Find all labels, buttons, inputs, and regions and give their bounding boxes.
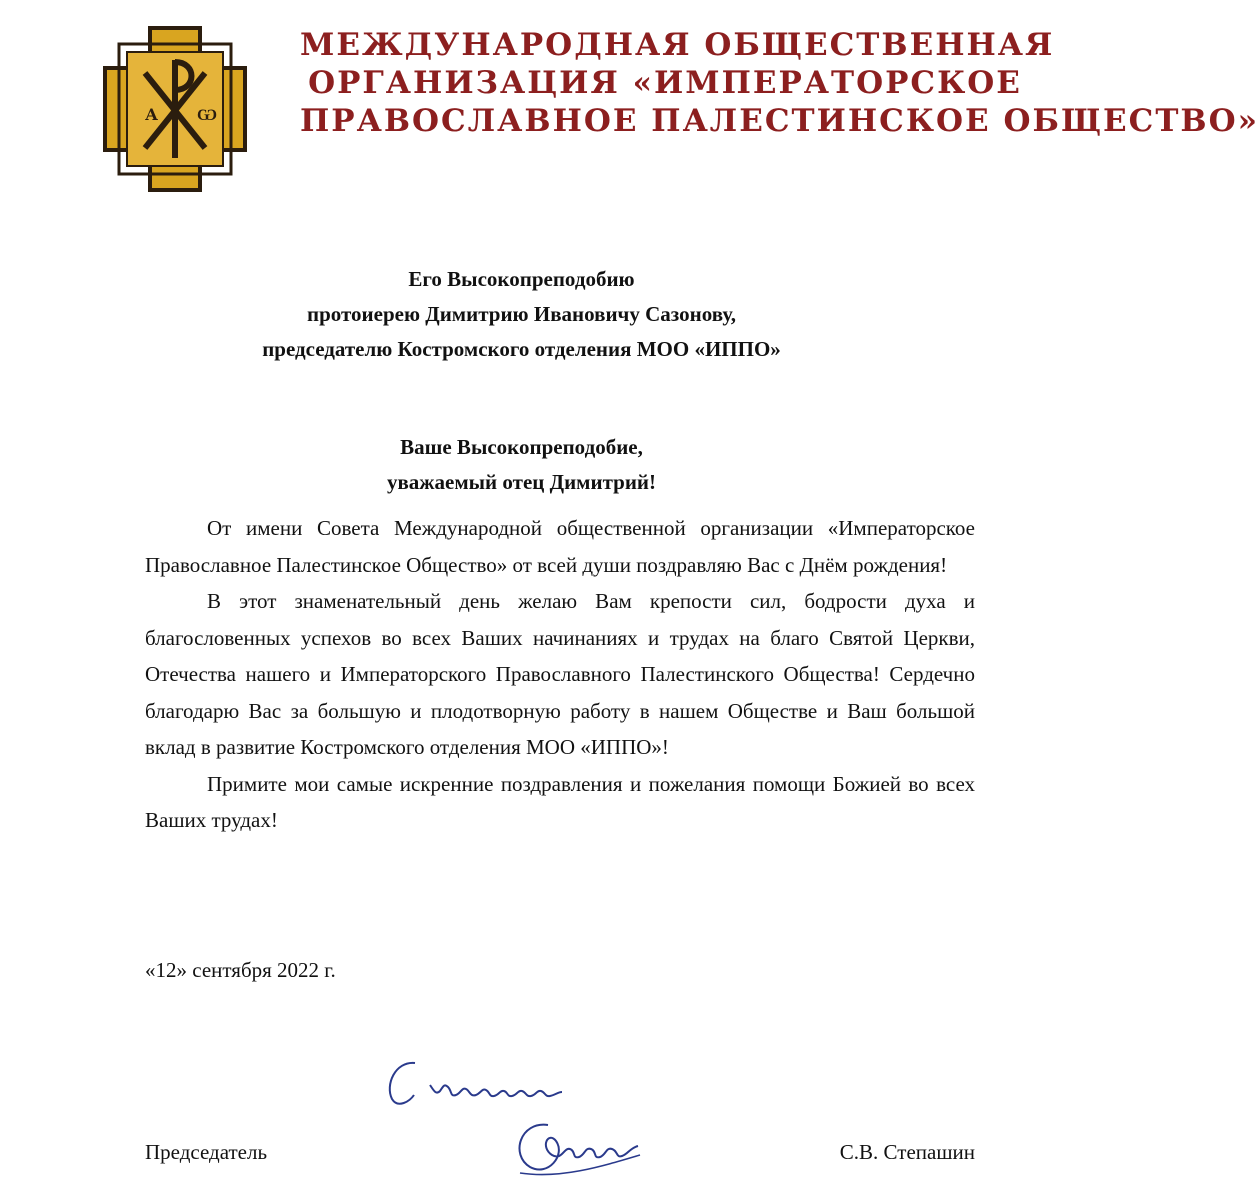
greeting-line: Ваше Высокопреподобие,: [400, 435, 643, 459]
greeting-block: [0, 430, 1043, 500]
body-paragraph: От имени Совета Международной общественной организации «Императорское Православное Палестинское Общество» от всей души поздравляю Вас с Днём рождения!: [145, 516, 975, 577]
signatory-position: Председатель: [145, 1140, 268, 1164]
org-name-line: ОРГАНИЗАЦИЯ «ИМПЕРАТОРСКОЕ: [308, 65, 1022, 101]
signatory-name: С.В. Степашин: [839, 1140, 975, 1164]
organization-name: [300, 26, 1259, 140]
addressee-line: председателю Костромского отделения МОО «ИППО»: [262, 337, 781, 361]
handwritten-signature: [370, 1055, 670, 1190]
org-name-line: ПРАВОСЛАВНОЕ ПАЛЕСТИНСКОЕ ОБЩЕСТВО»: [300, 103, 1259, 139]
addressee-line: Его Высокопреподобию: [408, 267, 635, 291]
greeting-line: уважаемый отец Димитрий!: [386, 470, 657, 494]
body-paragraph: Примите мои самые искренние поздравления и пожелания помощи Божией во всех Ваших трудах!: [145, 771, 975, 832]
org-name-line: МЕЖДУНАРОДНАЯ ОБЩЕСТВЕННАЯ: [300, 27, 1055, 63]
letterhead: [0, 0, 1259, 210]
alpha-letter: А: [145, 105, 159, 124]
letter-body: [145, 510, 975, 839]
body-paragraph: В этот знаменательный день желаю Вам крепости сил, бодрости духа и благословенных успехов во всех Ваших начинаниях и трудах на благо Святой Церкви, Отечества нашего и Императорского Православного Палестинского Общества! Сердечно благодарю Вас за большую и плодотворную работу в нашем Обществе и Ваш большой вклад в развитие Костромского отделения МОО «ИППО»!: [145, 589, 975, 759]
letter-date: «12» сентября 2022 г.: [145, 958, 336, 982]
chi-rho-cross-emblem-icon: [105, 28, 245, 190]
omega-letter: Ѡ: [197, 105, 218, 124]
addressee-block: [0, 262, 1043, 367]
addressee-line: протоиерею Димитрию Ивановичу Сазонову,: [307, 302, 736, 326]
